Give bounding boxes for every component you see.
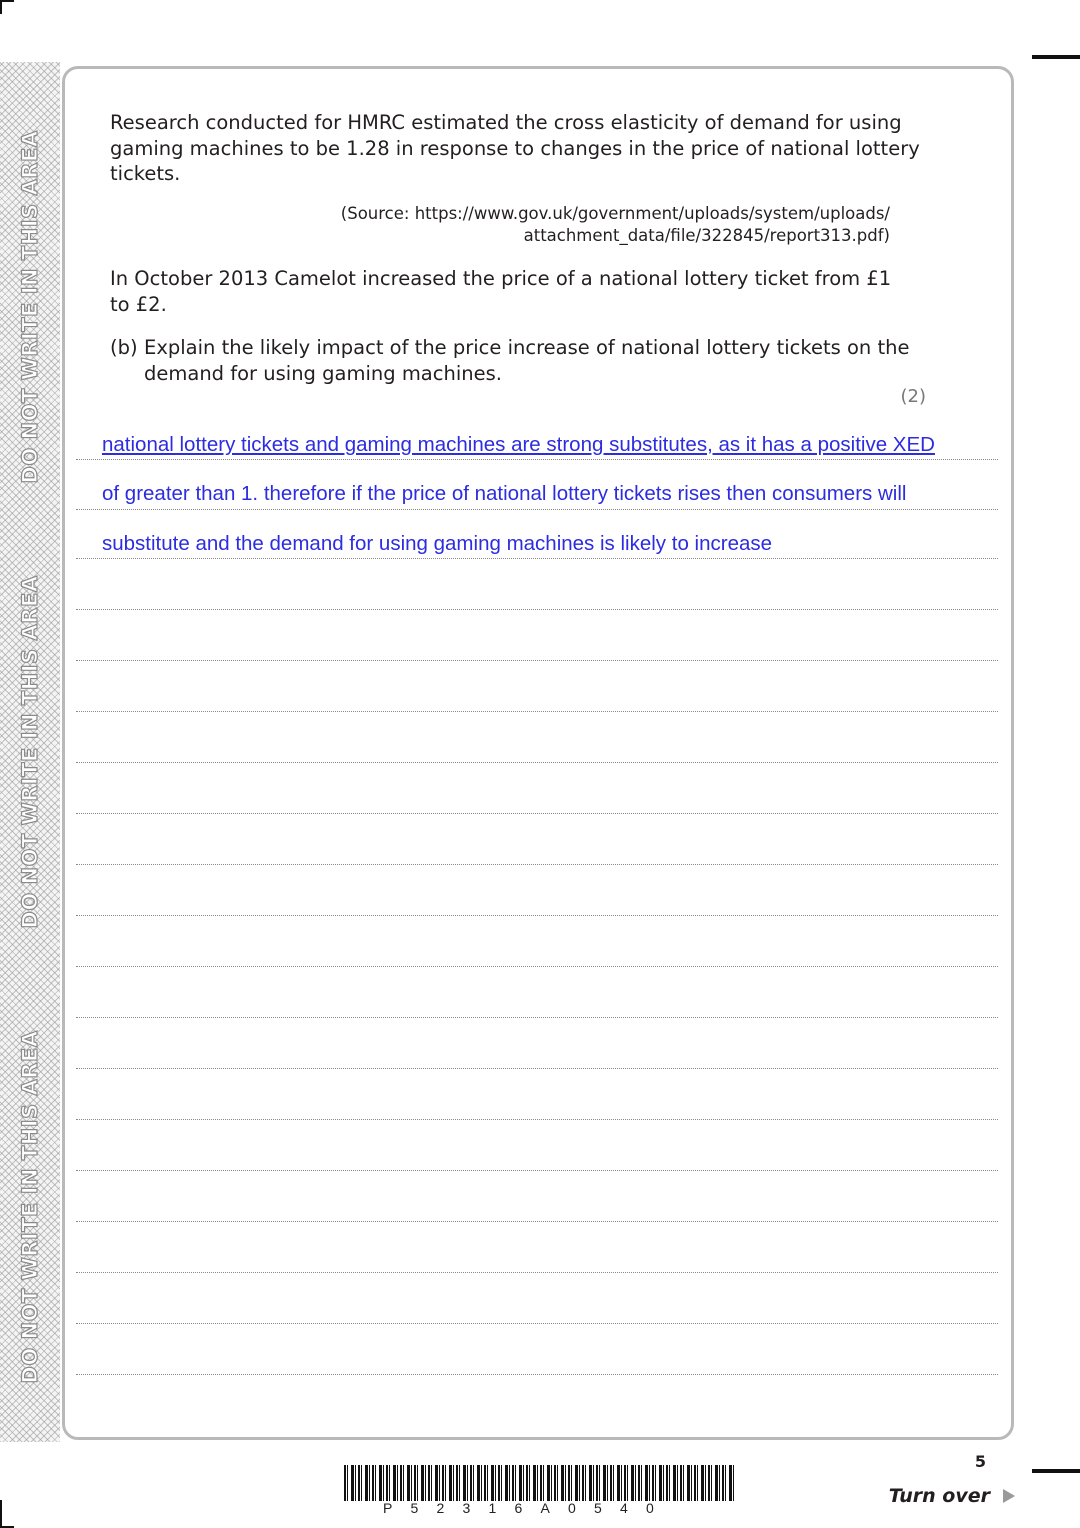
answer-line[interactable] [76, 1068, 998, 1069]
marks-available: (2) [900, 386, 926, 407]
answer-text-line-3: substitute and the demand for using gaming machines is likely to increase [102, 532, 773, 555]
answer-line[interactable] [76, 1323, 998, 1324]
margin-warning-3: DO NOT WRITE IN THIS AREA [18, 1030, 42, 1384]
corner-mark-top-left-h [0, 0, 14, 2]
answer-line[interactable] [76, 1272, 998, 1273]
barcode-text: P52316A0540 [383, 1500, 672, 1516]
answer-line[interactable] [76, 711, 998, 712]
answer-line[interactable] [76, 609, 998, 610]
source-citation [290, 203, 890, 247]
corner-mark-top-left [0, 0, 2, 14]
answer-line[interactable] [76, 1221, 998, 1222]
answer-line[interactable] [76, 1119, 998, 1120]
part-label: (b) [110, 336, 138, 359]
answer-line[interactable] [76, 1017, 998, 1018]
answer-line[interactable] [76, 459, 998, 460]
answer-text-line-1: national lottery tickets and gaming machines are strong substitutes, as it has a positive XED [102, 433, 935, 456]
answer-line[interactable] [76, 558, 998, 559]
source-line: (Source: https://www.gov.uk/government/uploads/system/uploads/ [340, 204, 890, 223]
source-line: attachment_data/file/322845/report313.pdf) [523, 226, 890, 245]
answer-line[interactable] [76, 864, 998, 865]
do-not-write-margin [0, 62, 60, 1442]
margin-warning-2: DO NOT WRITE IN THIS AREA [18, 575, 42, 929]
context-line: to £2. [110, 292, 167, 316]
answer-line[interactable] [76, 1170, 998, 1171]
answer-line[interactable] [76, 813, 998, 814]
answer-text-line-2: of greater than 1. therefore if the price of national lottery tickets rises then consumers will [102, 482, 907, 505]
intro-line: tickets. [110, 162, 181, 185]
corner-mark-bottom-left [0, 1500, 2, 1528]
answer-line[interactable] [76, 762, 998, 763]
answer-line[interactable] [76, 915, 998, 916]
context-line: In October 2013 Camelot increased the price of a national lottery ticket from £1 [110, 267, 892, 290]
page-number: 5 [974, 1452, 986, 1471]
turn-over-label: Turn over [888, 1485, 990, 1507]
corner-mark-top-right [1032, 55, 1080, 59]
question-part-b [110, 335, 909, 386]
question-context [110, 266, 891, 317]
turn-over-arrow-icon [1003, 1489, 1015, 1503]
question-intro [110, 110, 920, 187]
corner-mark-bottom-right [1032, 1469, 1080, 1473]
answer-line[interactable] [76, 660, 998, 661]
intro-line: gaming machines to be 1.28 in response to changes in the price of national lottery [110, 136, 920, 160]
answer-line[interactable] [76, 1374, 998, 1375]
answer-line[interactable] [76, 509, 998, 510]
barcode [344, 1465, 736, 1501]
part-line: demand for using gaming machines. [144, 361, 502, 385]
answer-line[interactable] [76, 966, 998, 967]
margin-warning-1: DO NOT WRITE IN THIS AREA [18, 130, 42, 484]
intro-line: Research conducted for HMRC estimated the cross elasticity of demand for using [110, 111, 902, 134]
part-line: Explain the likely impact of the price increase of national lottery tickets on the [144, 336, 910, 359]
